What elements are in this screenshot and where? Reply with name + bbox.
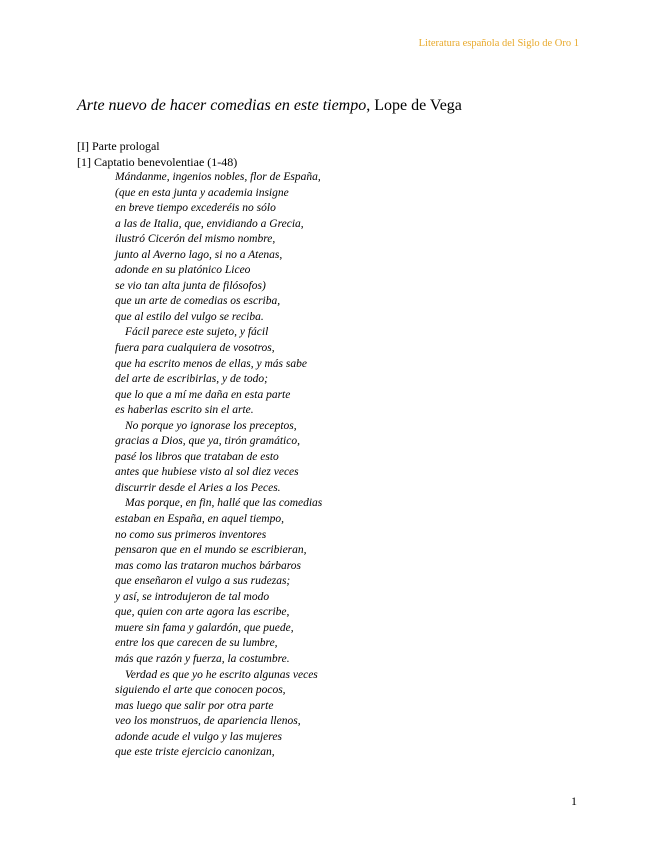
verse-line: junto al Averno lago, si no a Atenas, [115,248,283,261]
author-name: Lope de Vega [374,97,462,114]
verse-line: que un arte de comedias os escriba, [115,295,281,308]
verse-line: adonde acude el vulgo y las mujeres [115,730,282,743]
verse-line: que lo que a mí me daña en esta parte [115,388,291,401]
verse-line: estaban en España, en aquel tiempo, [115,513,284,526]
verse-block [115,170,322,761]
section-headings [77,138,237,170]
verse-line: Fácil parece este sujeto, y fácil [125,326,269,339]
verse-line: No porque yo ignorase los preceptos, [125,419,297,432]
verse-line: pensaron que en el mundo se escribieran, [115,544,307,557]
verse-line: que ha escrito menos de ellas, y más sabe [115,357,307,370]
verse-line: es haberlas escrito sin el arte. [115,404,254,417]
verse-line: fuera para cualquiera de vosotros, [115,342,275,355]
section-heading-part: [I] Parte prologal [77,139,160,153]
verse-line: en breve tiempo excederéis no sólo [115,202,276,215]
verse-line: muere sin fama y galardón, que puede, [115,621,294,634]
section-heading-captatio: [1] Captatio benevolentiae (1-48) [77,155,238,169]
verse-line: se vio tan alta junta de filósofos) [115,279,266,292]
verse-line: más que razón y fuerza, la costumbre. [115,652,290,665]
running-header: Literatura española del Siglo de Oro 1 [418,38,579,49]
verse-line: entre los que carecen de su lumbre, [115,637,278,650]
verse-line: Verdad es que yo he escrito algunas veces [125,668,318,681]
verse-line: que este triste ejercicio canonizan, [115,746,275,759]
verse-line: no como sus primeros inventores [115,528,267,541]
verse-line: mas luego que salir por otra parte [115,699,274,712]
verse-line: y así, se introdujeron de tal modo [115,590,270,603]
verse-line: adonde en su platónico Liceo [115,264,251,277]
verse-line: discurrir desde el Aries a los Peces. [115,481,281,494]
verse-line: Mas porque, en fin, hallé que las comedias [125,497,323,510]
document-title [77,97,462,115]
title-separator: , [366,97,375,114]
verse-line: (que en esta junta y academia insigne [115,186,289,199]
verse-line: a las de Italia, que, envidiando a Grecia, [115,217,304,230]
verse-line: mas como las trataron muchos bárbaros [115,559,302,572]
verse-line: siguiendo el arte que conocen pocos, [115,684,286,697]
verse-line: del arte de escribirlas, y de todo; [115,373,268,386]
verse-line: ilustró Cicerón del mismo nombre, [115,233,276,246]
verse-line: gracias a Dios, que ya, tirón gramático, [115,435,300,448]
verse-line: que enseñaron el vulgo a sus rudezas; [115,575,291,588]
verse-line: Mándanme, ingenios nobles, flor de España, [115,171,321,183]
work-title: Arte nuevo de hacer comedias en este tiempo [77,97,367,114]
verse-line: antes que hubiese visto al sol diez veces [115,466,299,479]
verse-line: que, quien con arte agora las escribe, [115,606,290,619]
page-number: 1 [571,794,577,808]
verse-line: pasé los libros que trataban de esto [115,450,279,463]
verse-line: que al estilo del vulgo se reciba. [115,310,264,323]
verse-line: veo los monstruos, de apariencia llenos, [115,715,301,728]
